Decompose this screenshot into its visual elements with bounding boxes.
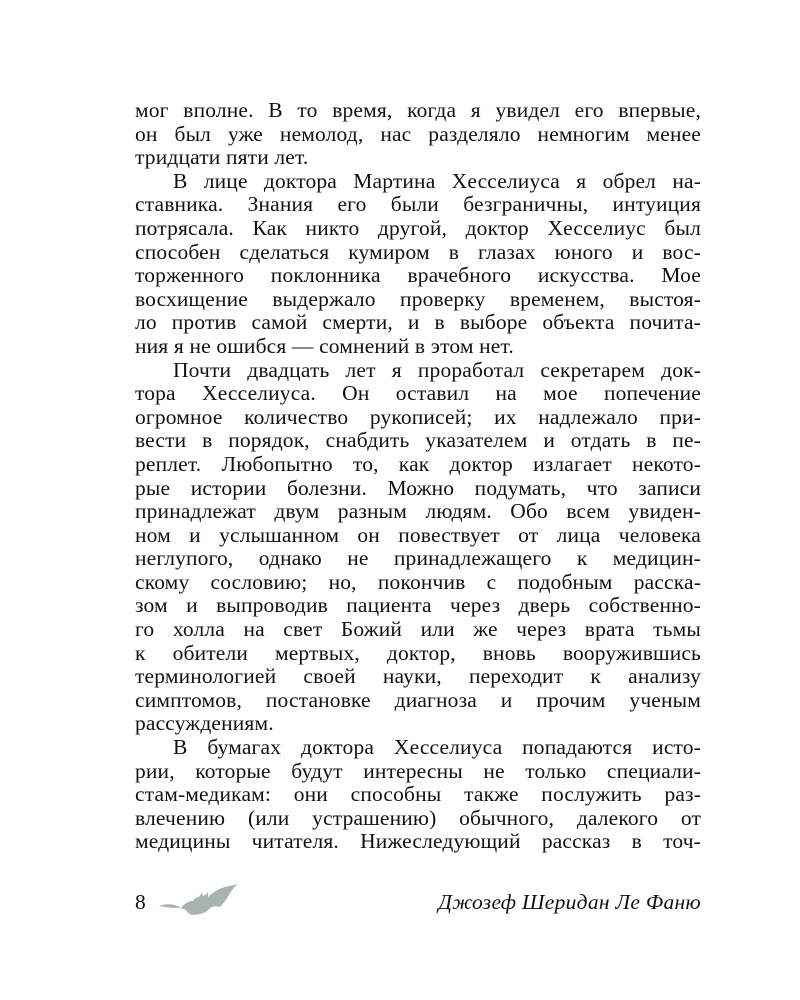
text-line: терминологией своей науки, переходит к анализу — [135, 664, 701, 689]
text-line: рые истории болезни. Можно подумать, что записи — [135, 475, 701, 500]
text-line: ном и услышанном он повествует от лица человека — [135, 522, 701, 547]
page-footer — [135, 884, 701, 924]
text-line: торженного поклонника врачебного искусства. Мое — [135, 263, 701, 288]
text-line: ло против самой смерти, и в выборе объекта почита- — [135, 310, 701, 335]
text-line: способен сделаться кумиром в глазах юного и вос- — [135, 239, 701, 264]
text-line: зом и выпроводив пациента через дверь собственно- — [135, 593, 701, 618]
text-line: В лице доктора Мартина Хесселиуса я обрел на- — [173, 168, 701, 193]
text-line: рассуждениям. — [135, 711, 274, 736]
text-line: симптомов, постановке диагноза и прочим ученым — [135, 687, 701, 712]
text-line: огромное количество рукописей; их надлежало при- — [135, 404, 701, 429]
text-line: к обители мертвых, доктор, вновь вооружившись — [135, 640, 701, 665]
text-line: скому сословию; но, покончив с подобным расска- — [135, 569, 701, 594]
text-line: он был уже немолод, нас разделяло немногим менее — [135, 121, 701, 146]
text-line: потрясала. Как никто другой, доктор Хесселиус был — [135, 215, 701, 240]
text-line: Почти двадцать лет я проработал секретарем док- — [173, 357, 701, 382]
text-line: го холла на свет Божий или же через врата тьмы — [135, 617, 701, 642]
text-line: рии, которые будут интересны не только специали- — [135, 758, 701, 783]
body-text — [135, 99, 701, 854]
page-number: 8 — [135, 890, 146, 914]
bat-icon — [157, 884, 239, 916]
text-line: ставника. Знания его были безграничны, интуиция — [135, 192, 701, 217]
text-line: В бумагах доктора Хесселиуса попадаются исто- — [173, 735, 701, 760]
text-line: стам-медикам: они способны также послужить раз- — [135, 782, 701, 807]
text-line: тридцати пяти лет. — [135, 145, 309, 170]
text-line: принадлежат двум разным людям. Обо всем увиден- — [135, 499, 701, 524]
text-line: мог вполне. В то время, когда я увидел его впервые, — [135, 98, 701, 122]
text-line: неглупого, однако не принадлежащего к медицин- — [135, 546, 701, 571]
text-line: влечению (или устрашению) обычного, далекого от — [135, 805, 701, 830]
text-line: восхищение выдержало проверку временем, выстоя- — [135, 286, 701, 311]
text-line: медицины читателя. Нижеследующий рассказ в точ- — [135, 829, 701, 854]
text-line: ния я не ошибся — сомнений в этом нет. — [135, 333, 514, 358]
text-line: вести в порядок, снабдить указателем и отдать в пе- — [135, 428, 701, 453]
running-title: Джозеф Шеридан Ле Фаню — [438, 890, 701, 914]
text-line: тора Хесселиуса. Он оставил на мое попечение — [135, 381, 701, 406]
text-line: реплет. Любопытно то, как доктор излагает некото- — [135, 451, 701, 476]
